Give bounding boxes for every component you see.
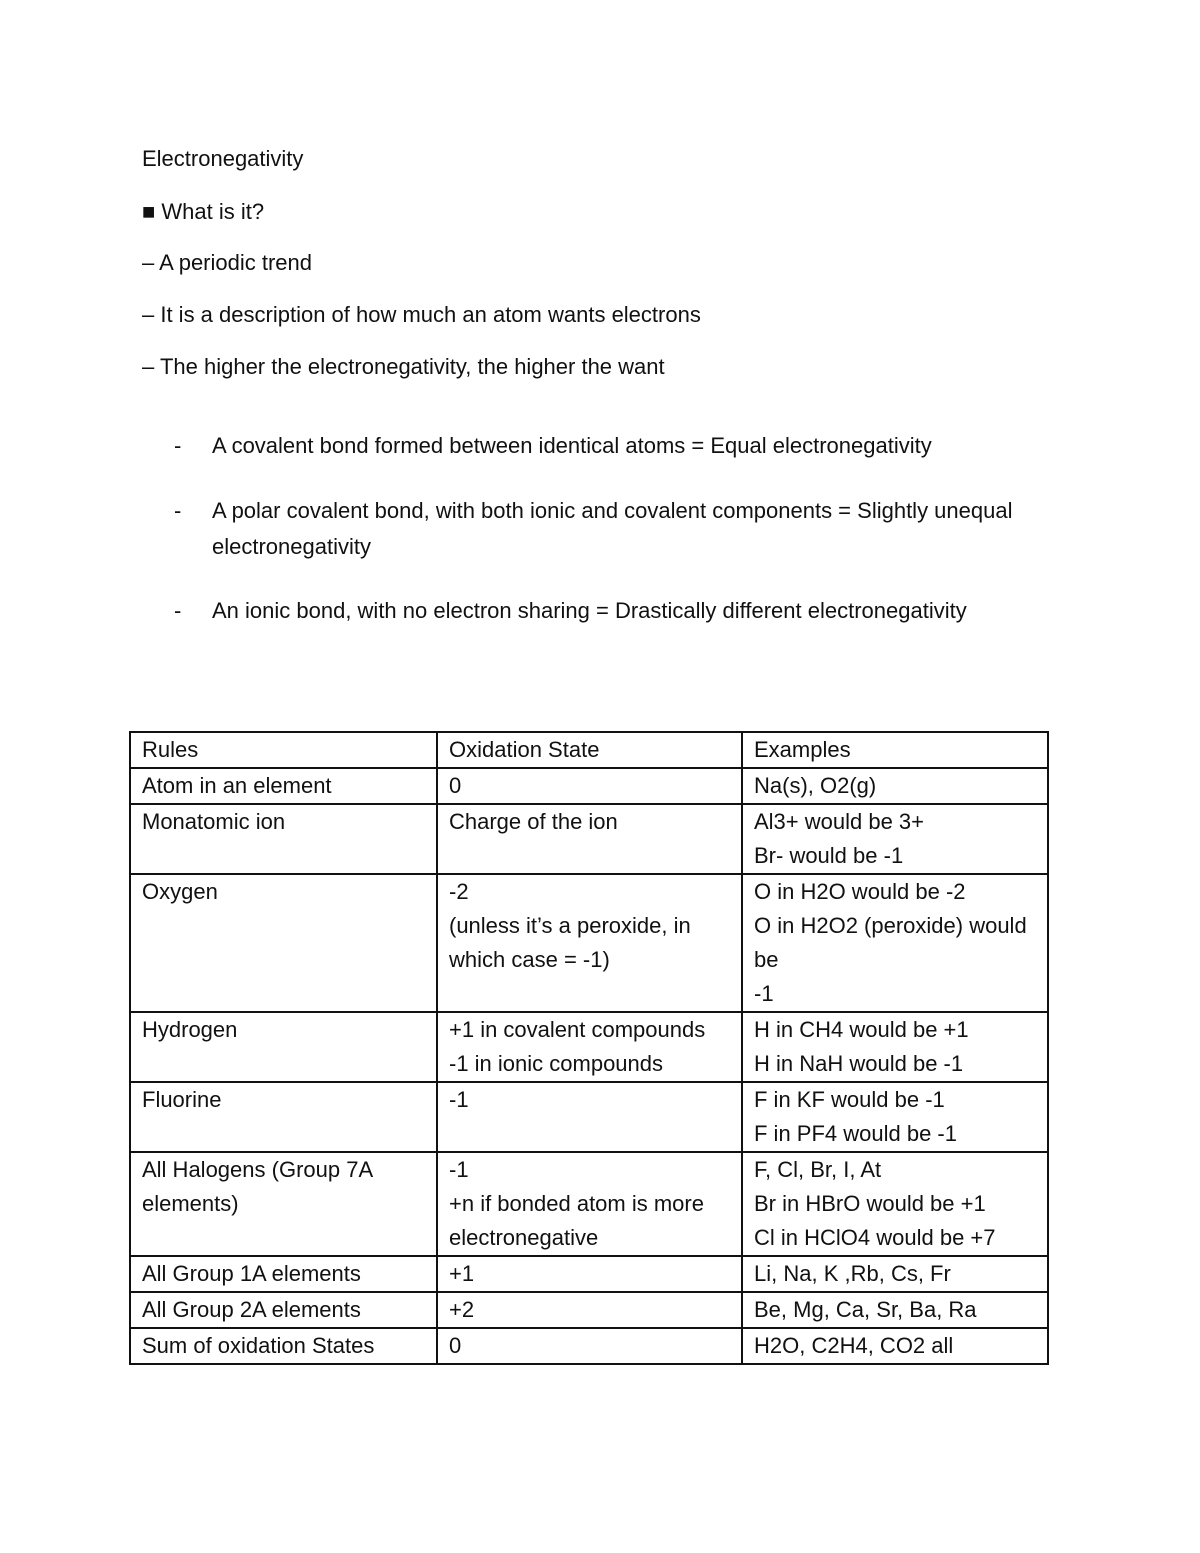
state-cell: -1: [437, 1082, 742, 1152]
state-cell: +1 in covalent compounds -1 in ionic compounds: [437, 1012, 742, 1082]
table-row: [130, 1012, 1048, 1082]
column-header: Examples: [742, 732, 1048, 768]
examples-cell: F in KF would be -1 F in PF4 would be -1: [742, 1082, 1048, 1152]
point-line: – The higher the electronegativity, the higher the want: [142, 354, 665, 379]
bond-list-text: A covalent bond formed between identical atoms = Equal electronegativity: [212, 433, 932, 458]
bond-list-text: An ionic bond, with no electron sharing = Drastically different electronegativity: [212, 598, 967, 623]
rule-cell: Atom in an element: [130, 768, 437, 804]
rule-cell: All Group 1A elements: [130, 1256, 437, 1292]
state-cell: -2 (unless it’s a peroxide, in which case = -1): [437, 874, 742, 1012]
rule-cell: Oxygen: [130, 874, 437, 1012]
state-cell: +2: [437, 1292, 742, 1328]
point-line: – It is a description of how much an atom wants electrons: [142, 302, 701, 327]
rule-cell: Fluorine: [130, 1082, 437, 1152]
bond-list-item: [174, 428, 1074, 464]
dash-marker: -: [174, 498, 182, 523]
column-header: Rules: [130, 732, 437, 768]
table-row: [130, 1328, 1048, 1364]
question-line: ■ What is it?: [142, 199, 265, 224]
table-row: [130, 768, 1048, 804]
table-row: [130, 804, 1048, 874]
examples-cell: O in H2O would be -2 O in H2O2 (peroxide) would be -1: [742, 874, 1048, 1012]
examples-cell: Li, Na, K ,Rb, Cs, Fr: [742, 1256, 1048, 1292]
rule-cell: Sum of oxidation States: [130, 1328, 437, 1364]
examples-cell: H in CH4 would be +1 H in NaH would be -1: [742, 1012, 1048, 1082]
examples-cell: Na(s), O2(g): [742, 768, 1048, 804]
table-row: [130, 1292, 1048, 1328]
bond-list-item: [174, 593, 1074, 629]
examples-cell: H2O, C2H4, CO2 all: [742, 1328, 1048, 1364]
state-cell: 0: [437, 768, 742, 804]
column-header: Oxidation State: [437, 732, 742, 768]
table-row: [130, 1152, 1048, 1256]
page-title: Electronegativity: [142, 146, 304, 171]
rule-cell: All Halogens (Group 7A elements): [130, 1152, 437, 1256]
bond-list-text: A polar covalent bond, with both ionic and covalent components = Slightly unequal electronegativity: [212, 498, 1013, 559]
state-cell: Charge of the ion: [437, 804, 742, 874]
table-header-row: [130, 732, 1048, 768]
rule-cell: All Group 2A elements: [130, 1292, 437, 1328]
examples-cell: F, Cl, Br, I, At Br in HBrO would be +1 Cl in HClO4 would be +7: [742, 1152, 1048, 1256]
bond-list-item: [174, 493, 1074, 565]
table-row: [130, 1256, 1048, 1292]
state-cell: -1 +n if bonded atom is more electronegative: [437, 1152, 742, 1256]
rule-cell: Monatomic ion: [130, 804, 437, 874]
table-row: [130, 1082, 1048, 1152]
state-cell: +1: [437, 1256, 742, 1292]
state-cell: 0: [437, 1328, 742, 1364]
rule-cell: Hydrogen: [130, 1012, 437, 1082]
table-row: [130, 874, 1048, 1012]
examples-cell: Al3+ would be 3+ Br- would be -1: [742, 804, 1048, 874]
oxidation-rules-table: [129, 731, 1049, 1365]
dash-marker: -: [174, 433, 182, 458]
point-line: – A periodic trend: [142, 250, 313, 275]
examples-cell: Be, Mg, Ca, Sr, Ba, Ra: [742, 1292, 1048, 1328]
dash-marker: -: [174, 598, 182, 623]
